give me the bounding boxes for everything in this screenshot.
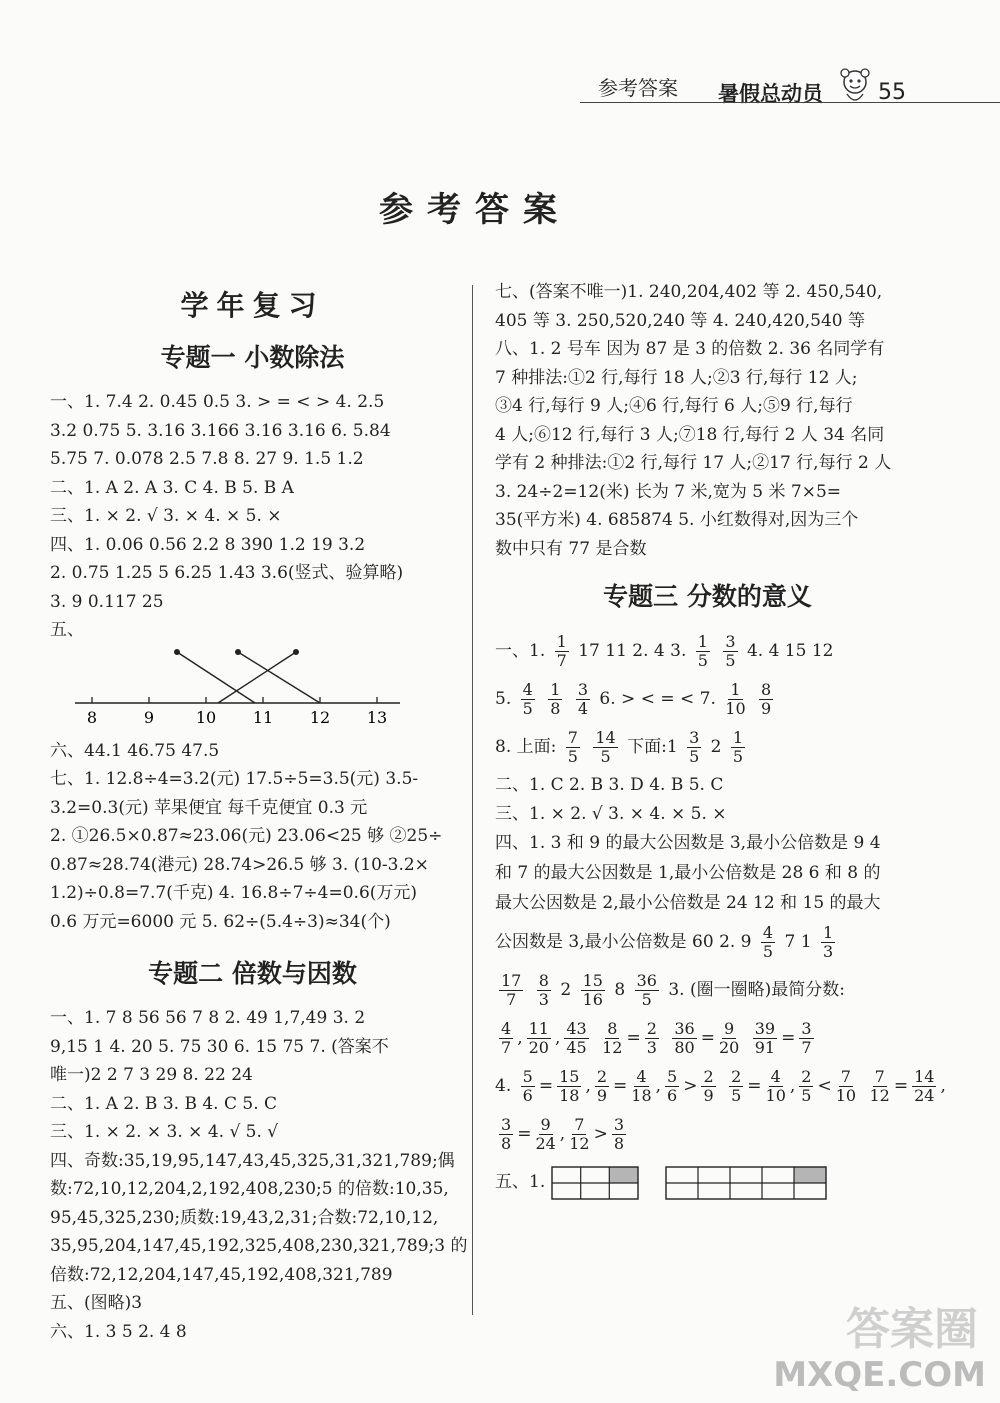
- text: 6. > < = < 7.: [599, 689, 716, 709]
- section-1-body: [50, 388, 455, 645]
- text: 5.: [495, 689, 512, 709]
- answer-line: 2. ①26.5×0.87≈23.06(元) 23.06<25 够 ②25÷: [50, 826, 443, 846]
- fraction: $\frac{1}{8}$: [550, 680, 561, 718]
- fraction: $\frac{4}{10}$: [765, 1067, 786, 1105]
- text: 4.: [495, 1076, 512, 1096]
- header-answer-tag: 参考答案: [598, 76, 678, 100]
- match-line: [177, 652, 255, 703]
- header-book-title: 暑假总动员: [718, 82, 823, 106]
- answer-line: 数:72,10,12,204,2,192,408,230;5 的倍数:10,35,: [50, 1179, 449, 1199]
- answer-line: 二、1. A 2. B 3. B 4. C 5. C: [50, 1093, 278, 1114]
- number-line-label: 9: [143, 707, 155, 727]
- fraction: $\frac{3}{4}$: [577, 680, 589, 718]
- text: 2: [560, 980, 572, 1000]
- text: 公因数是 3,最小公倍数是 60 2. 9: [495, 932, 752, 952]
- fraction-line: 4. $\frac{5}{6}$ = $\frac{15}{18}$ , $\frac{2}{9}$ = $\frac{4}{18}$ , $\frac{5}{6}$ > $\frac{2}{9}$ $\frac{2}{5}$ = $\frac{4}{10}$ , $\frac{2}{5}$ < $\frac{7}{10}$ $\frac{7}{12}$ = $\frac{14}{24}$ ,: [495, 1067, 946, 1105]
- answer-line: 0.87≈28.74(港元) 28.74>26.5 够 3. (10-3.2×: [50, 854, 429, 875]
- fraction: $\frac{9}{24}$: [535, 1115, 556, 1153]
- answer-line: 和 7 的最大公因数是 1,最小公倍数是 28 6 和 8 的: [495, 863, 881, 883]
- answer-line: 35,95,204,147,45,192,325,408,230,321,789;3 的: [50, 1236, 468, 1256]
- answer-line: 4 人;⑥12 行,每行 3 人;⑦18 行,每行 2 人 34 名同: [495, 424, 885, 445]
- number-line-label: 11: [252, 707, 274, 727]
- answer-line: 八、1. 2 号车 因为 87 是 3 的倍数 2. 36 名同学有: [495, 339, 885, 359]
- match-dot: [174, 649, 180, 655]
- fraction: $\frac{2}{9}$: [703, 1067, 714, 1105]
- fraction: $\frac{36}{5}$: [636, 971, 657, 1009]
- fraction: $\frac{3}{5}$: [689, 728, 700, 766]
- number-line-label: 10: [195, 707, 217, 727]
- fraction: $\frac{1}{3}$: [822, 923, 834, 961]
- fraction: $\frac{7}{12}$: [569, 1115, 590, 1153]
- answer-line: 唯一)2 2 7 3 29 8. 22 24: [50, 1065, 253, 1085]
- section-2-title: 专题二 倍数与因数: [148, 959, 357, 988]
- answer-line: 一、1. 7 8 56 56 7 8 2. 49 1,7,49 3. 2: [50, 1008, 366, 1028]
- fraction: $\frac{8}{9}$: [761, 680, 772, 718]
- fraction: $\frac{36}{80}$: [674, 1019, 695, 1057]
- answer-line: 七、1. 12.8÷4=3.2(元) 17.5÷5=3.5(元) 3.5-: [50, 769, 419, 789]
- page-header: [580, 60, 1000, 110]
- answer-line: 倍数:72,12,204,147,45,192,408,321,789: [50, 1264, 393, 1285]
- fraction: $\frac{8}{12}$: [602, 1019, 623, 1057]
- answer-line: 3. 24÷2=12(米) 长为 7 米,宽为 5 米 7×5=: [495, 481, 842, 502]
- fraction: $\frac{7}{10}$: [835, 1067, 857, 1105]
- fraction: $\frac{2}{3}$: [646, 1019, 657, 1057]
- left-column: [50, 278, 468, 1346]
- fraction: $\frac{3}{7}$: [801, 1019, 812, 1057]
- grid-diagram-b: [665, 1166, 827, 1200]
- fraction: $\frac{7}{5}$: [567, 728, 578, 766]
- fraction-line: [495, 1158, 920, 1206]
- fraction: $\frac{14}{24}$: [914, 1067, 935, 1105]
- fraction: $\frac{2}{5}$: [801, 1067, 812, 1105]
- fraction: $\frac{15}{18}$: [559, 1067, 580, 1105]
- fraction: $\frac{8}{3}$: [538, 971, 549, 1009]
- match-line: [238, 652, 320, 703]
- answer-line: 95,45,325,230;质数:19,43,2,31;合数:72,10,12,: [50, 1207, 439, 1228]
- text: 8. 上面:: [495, 737, 557, 757]
- watermark-url: MXQE.COM: [773, 1355, 986, 1395]
- answer-line: 三、1. × 2. √ 3. × 4. × 5. ×: [50, 506, 282, 526]
- fraction: $\frac{3}{8}$: [613, 1115, 624, 1153]
- fraction: $\frac{1}{10}$: [725, 680, 746, 718]
- fraction-line: $\frac{3}{8}$ = $\frac{9}{24}$ , $\frac{7}{12}$ > $\frac{3}{8}$: [501, 1115, 624, 1153]
- answer-line: ③4 行,每行 9 人;④6 行,每行 6 人;⑤9 行,每行: [495, 396, 853, 416]
- text: 五、1.: [495, 1172, 546, 1192]
- answer-line: 学有 2 种排法:①2 行,每行 17 人;②17 行,每行 2 人: [495, 453, 892, 473]
- answer-line: 六、44.1 46.75 47.5: [50, 740, 220, 761]
- review-title: 学年复习: [180, 289, 325, 322]
- answer-line: 2. 0.75 1.25 5 6.25 1.43 3.6(竖式、验算略): [50, 563, 404, 583]
- fraction: $\frac{7}{12}$: [869, 1067, 890, 1105]
- text: 一、1.: [495, 641, 546, 661]
- text: 4. 4 15 12: [746, 641, 834, 661]
- fraction: $\frac{3}{8}$: [501, 1115, 512, 1153]
- fraction: $\frac{5}{6}$: [667, 1067, 678, 1105]
- answer-line: 六、1. 3 5 2. 4 8: [50, 1321, 187, 1342]
- answer-line: 二、1. C 2. B 3. D 4. B 5. C: [495, 775, 724, 795]
- shaded-cell: [794, 1167, 826, 1183]
- column-divider: [472, 285, 473, 1315]
- number-line-diagram: [50, 647, 410, 729]
- answer-line: 3.2=0.3(元) 苹果便宜 每千克便宜 0.3 元: [50, 797, 368, 818]
- answer-line: 3. 9 0.117 25: [50, 591, 164, 612]
- answer-line: 五、(图略)3: [50, 1293, 143, 1313]
- match-dot: [293, 649, 299, 655]
- match-dot: [235, 649, 241, 655]
- answer-line: 3.2 0.75 5. 3.16 3.166 3.16 3.16 6. 5.84: [50, 420, 391, 441]
- text: 下面:1: [627, 737, 678, 757]
- answer-line: 0.6 万元=6000 元 5. 62÷(5.4÷3)≈34(个): [50, 911, 391, 932]
- fraction-line: [495, 918, 920, 966]
- fraction: $\frac{1}{5}$: [697, 632, 708, 670]
- answer-line: 四、1. 0.06 0.56 2.2 8 390 1.2 19 3.2: [50, 534, 366, 555]
- fraction: $\frac{43}{45}$: [566, 1019, 587, 1057]
- grid-diagram-a: [551, 1166, 639, 1200]
- fraction: $\frac{15}{16}$: [582, 971, 603, 1009]
- page-number: 55: [878, 80, 906, 105]
- fraction: $\frac{17}{7}$: [501, 971, 522, 1009]
- number-line-label: 8: [86, 707, 98, 727]
- answer-line: 四、奇数:35,19,95,147,43,45,325,31,321,789;偶: [50, 1150, 455, 1171]
- fraction: $\frac{14}{5}$: [595, 728, 616, 766]
- fraction: $\frac{3}{5}$: [725, 632, 736, 670]
- number-line-label: 13: [366, 707, 388, 727]
- answer-line: 405 等 3. 250,520,240 等 4. 240,420,540 等: [495, 310, 866, 331]
- answer-line: 二、1. A 2. A 3. C 4. B 5. B A: [50, 477, 294, 498]
- answer-line: 七、(答案不唯一)1. 240,204,402 等 2. 450,540,: [495, 282, 883, 302]
- fraction: $\frac{4}{5}$: [762, 923, 774, 961]
- watermark-logo: 答案圈: [846, 1304, 978, 1355]
- section-1-body-b: [50, 737, 455, 937]
- answer-line: 四、1. 3 和 9 的最大公因数是 3,最小公倍数是 9 4: [495, 833, 881, 853]
- number-line-label: 12: [309, 707, 331, 727]
- answer-line: 7 种排法:①2 行,每行 18 人;②3 行,每行 12 人;: [495, 367, 858, 388]
- answer-line: 9,15 1 4. 20 5. 75 30 6. 15 75 7. (答案不: [50, 1036, 389, 1057]
- fraction-line: [495, 723, 920, 771]
- fraction-line: [495, 675, 920, 723]
- shaded-cell: [609, 1167, 638, 1183]
- answer-line: 三、1. × 2. × 3. × 4. √ 5. √: [50, 1122, 279, 1142]
- section-3-title: 专题三 分数的意义: [603, 582, 812, 611]
- right-column: [495, 278, 946, 1206]
- answer-line: 1.2)÷0.8=7.7(千克) 4. 16.8÷7÷4=0.6(万元): [50, 883, 418, 903]
- fraction: $\frac{1}{5}$: [732, 728, 744, 766]
- mascot-icon: [838, 66, 872, 110]
- fraction: $\frac{4}{18}$: [631, 1067, 652, 1105]
- text: 8: [614, 980, 626, 1000]
- fraction: $\frac{2}{5}$: [731, 1067, 742, 1105]
- fraction: $\frac{1}{7}$: [556, 632, 567, 670]
- fraction-line: [495, 627, 920, 675]
- answer-line: 五、: [50, 620, 84, 640]
- answer-line: 数中只有 77 是合数: [495, 538, 647, 559]
- section-1-title: 专题一 小数除法: [160, 343, 345, 372]
- text: 7 1: [784, 932, 812, 952]
- fraction: $\frac{5}{6}$: [522, 1067, 533, 1105]
- fraction: $\frac{11}{20}$: [528, 1019, 549, 1057]
- answer-line: 一、1. 7.4 2. 0.45 0.5 3. > = < > 4. 2.5: [50, 392, 385, 412]
- page-title: 参考答案: [379, 190, 571, 230]
- fraction: $\frac{39}{91}$: [754, 1019, 776, 1057]
- fraction: $\frac{4}{7}$: [501, 1019, 512, 1057]
- section-2-body: [50, 1004, 468, 1346]
- match-line: [218, 652, 296, 703]
- fraction-line: [495, 966, 920, 1014]
- header-rule: [580, 102, 1000, 103]
- text: 17 11 2. 4 3.: [578, 641, 687, 661]
- fraction-line: $\frac{4}{7}$ , $\frac{11}{20}$ , $\frac{43}{45}$ $\frac{8}{12}$ = $\frac{2}{3}$ $\frac{36}{80}$ = $\frac{9}{20}$ $\frac{39}{91}$ = $\frac{3}{7}$: [501, 1019, 812, 1057]
- answer-line: 35(平方米) 4. 685874 5. 小红数得对,因为三个: [495, 510, 859, 530]
- answer-line: 5.75 7. 0.078 2.5 7.8 8. 27 9. 1.5 1.2: [50, 449, 364, 469]
- text: 2: [710, 737, 722, 757]
- fraction: $\frac{4}{5}$: [522, 680, 533, 718]
- answer-line: 三、1. × 2. √ 3. × 4. × 5. ×: [495, 803, 727, 824]
- fraction: $\frac{2}{9}$: [596, 1067, 608, 1105]
- fraction: $\frac{9}{20}$: [718, 1019, 740, 1057]
- answer-line: 最大公因数是 2,最小公倍数是 24 12 和 15 的最大: [495, 893, 881, 913]
- text: 3. (圈一圈略)最简分数:: [668, 980, 845, 1000]
